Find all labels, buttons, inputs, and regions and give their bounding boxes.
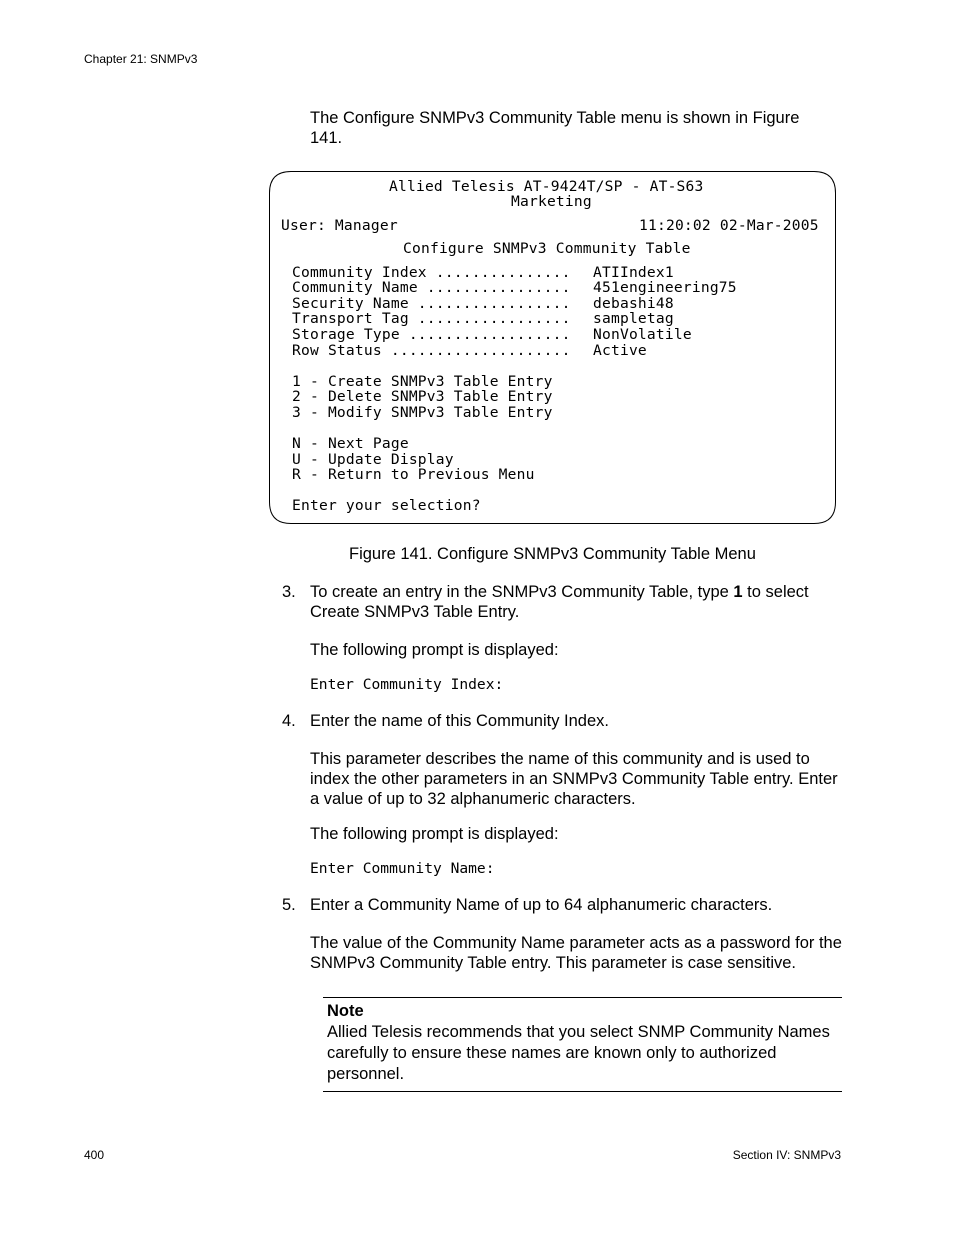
screen-title-line1: Allied Telesis AT-9424T/SP - AT-S63: [389, 178, 704, 195]
menu-option-next-page[interactable]: N - Next Page: [292, 435, 409, 452]
note-top-rule: [323, 997, 842, 998]
menu-option-modify[interactable]: 3 - Modify SNMPv3 Table Entry: [292, 404, 553, 421]
field-label-security-name: Security Name .................: [292, 295, 571, 312]
menu-option-delete[interactable]: 2 - Delete SNMPv3 Table Entry: [292, 388, 553, 405]
field-value-community-index: ATIIndex1: [593, 264, 674, 281]
step-4-followup: The following prompt is displayed:: [310, 825, 559, 843]
field-value-community-name: 451engineering75: [593, 279, 737, 296]
field-value-row-status: Active: [593, 342, 647, 359]
note-bottom-rule: [323, 1091, 842, 1092]
step-4-number: 4.: [282, 712, 296, 730]
step-3-text-a: To create an entry in the SNMPv3 Community Table, type: [310, 583, 734, 601]
step-4-text: Enter the name of this Community Index.: [310, 712, 609, 730]
screen-user: User: Manager: [281, 217, 398, 234]
menu-option-create[interactable]: 1 - Create SNMPv3 Table Entry: [292, 373, 553, 390]
field-value-transport-tag: sampletag: [593, 310, 674, 327]
field-label-community-index: Community Index ...............: [292, 264, 571, 281]
page-number: 400: [84, 1148, 105, 1162]
field-label-storage-type: Storage Type ..................: [292, 326, 571, 343]
step-3-text: [310, 582, 840, 622]
step-5-description: The value of the Community Name parameter acts as a password for the SNMPv3 Community Table entry. This parameter is case sensitive.: [310, 934, 842, 972]
section-footer: Section IV: SNMPv3: [732, 1148, 841, 1162]
field-label-transport-tag: Transport Tag .................: [292, 310, 571, 327]
field-value-storage-type: NonVolatile: [593, 326, 692, 343]
running-header: Chapter 21: SNMPv3: [84, 52, 198, 66]
figure-caption: Figure 141. Configure SNMPv3 Community Table Menu: [349, 545, 756, 563]
menu-option-update-display[interactable]: U - Update Display: [292, 451, 454, 468]
note-title: Note: [327, 1002, 364, 1020]
step-5-number: 5.: [282, 896, 296, 914]
screen-selection-prompt[interactable]: Enter your selection?: [292, 497, 481, 514]
step-4-description: This parameter describes the name of this community and is used to index the other parameters in an SNMPv3 Community Table entry. Enter a value of up to 32 alphanumeric characters.: [310, 750, 838, 808]
menu-option-return[interactable]: R - Return to Previous Menu: [292, 466, 535, 483]
step-3-followup: The following prompt is displayed:: [310, 641, 559, 659]
terminal-screen-figure: [269, 171, 836, 524]
screen-timestamp: 11:20:02 02-Mar-2005: [639, 217, 819, 234]
field-label-row-status: Row Status ....................: [292, 342, 571, 359]
note-body: Allied Telesis recommends that you select SNMP Community Names carefully to ensure these names are known only to authorized personnel.: [327, 1023, 830, 1083]
step-5-text: Enter a Community Name of up to 64 alphanumeric characters.: [310, 896, 773, 914]
screen-title-line2: Marketing: [511, 193, 592, 210]
field-value-security-name: debashi48: [593, 295, 674, 312]
step-3-bold-key: 1: [733, 583, 743, 601]
community-name-prompt: Enter Community Name:: [310, 860, 495, 877]
field-label-community-name: Community Name ................: [292, 279, 571, 296]
step-3-text-b: to select Create SNMPv3 Table Entry.: [310, 583, 809, 621]
community-index-prompt: Enter Community Index:: [310, 676, 504, 693]
step-3-number: 3.: [282, 583, 296, 601]
intro-paragraph: The Configure SNMPv3 Community Table menu is shown in Figure 141.: [310, 109, 800, 147]
screen-menu-title: Configure SNMPv3 Community Table: [403, 240, 691, 257]
